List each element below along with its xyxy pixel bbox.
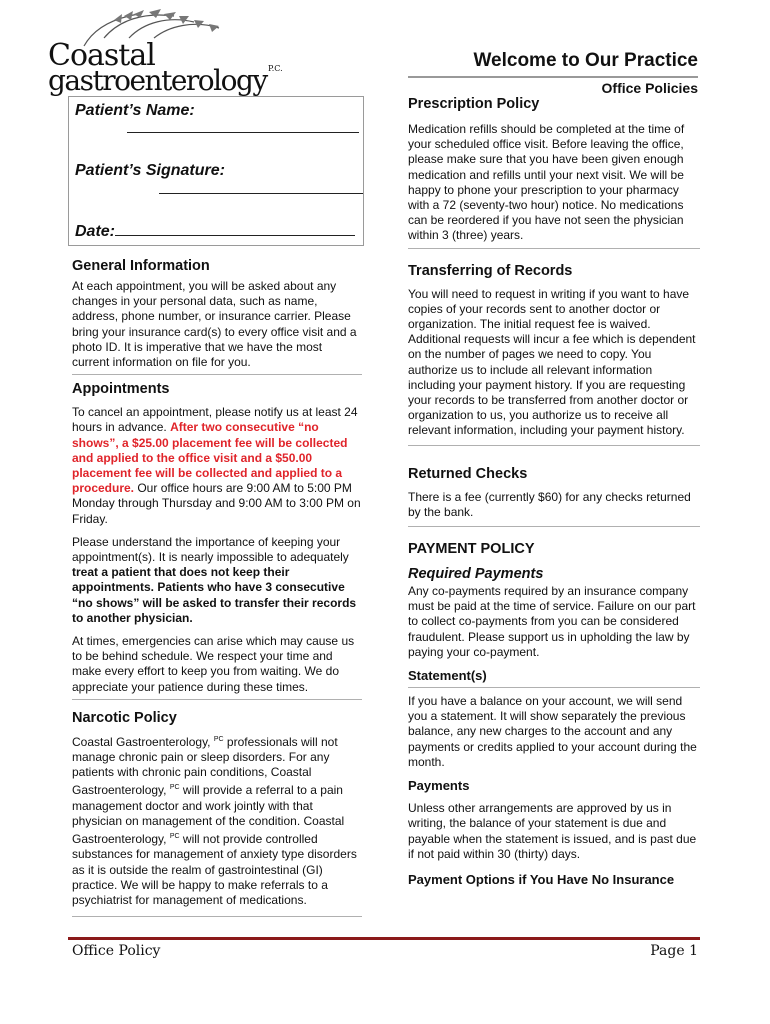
footer-page-number: Page 1: [650, 943, 698, 959]
divider: [72, 374, 362, 375]
statements-heading: Statement(s): [408, 668, 487, 684]
records-heading: Transferring of Records: [408, 262, 573, 279]
pc-superscript: PC: [169, 784, 180, 792]
appointments-text-start: To cancel an appointment, please notify us at least 24 hours in advance.: [72, 405, 358, 435]
narcotic-text-part: will not provide controlled substances for management of anxiety type disorders as it is outside the realm of gastrointestinal (GI) practice. We will be happy to make referrals to a psychiatrist for management of medications.: [72, 832, 357, 907]
appointments-importance-start: Please understand the importance of keeping your appointment(s). It is nearly impossible to adequately: [72, 534, 349, 565]
statements-text: If you have a balance on your account, we will send you a statement. It will show separately the previous balance, any new charges to the account and any payments or credits applied to your account during the month.: [408, 694, 697, 769]
divider: [408, 445, 700, 446]
narcotic-text-part: will provide a referral to a pain management doctor and work jointly with that physician on management of the condition. Coastal Gastroenterology,: [72, 783, 345, 847]
office-hours-text: Our office hours are 9:00 AM to 5:00 PM Monday through Thursday and 9:00 AM to 3:00 PM on Friday.: [72, 481, 361, 526]
general-info-heading: General Information: [72, 258, 210, 274]
divider: [72, 916, 362, 917]
appointments-transfer-warning: treat a patient that does not keep their appointments. Patients who have 3 consecutive “no shows” will be asked to transfer their records to another physician.: [72, 565, 357, 625]
no-show-fee-text: After two consecutive “no shows”, a $25.00 placement fee will be collected and applied to the office visit and a $50.00 placement fee will be collected and applied to a procedure.: [72, 420, 348, 496]
appointments-policy-text: [72, 405, 362, 527]
date-line[interactable]: [115, 221, 355, 236]
records-text: You will need to request in writing if you want to have copies of your records sent to another doctor or organization. The initial request fee is waived. Additional requests will incur a fee which is dependent on the number of pages we need to copy. You authorize us to include all relevant information including your payment history. If you are requesting your records to be transferred from another doctor or organization to us, you authorize us to receive all relevant information, including your payment history.: [408, 286, 696, 438]
pc-superscript: PC: [169, 833, 180, 841]
logo-pc: P.C.: [268, 64, 283, 73]
divider: [408, 526, 700, 527]
divider: [408, 248, 700, 249]
appointments-heading: Appointments: [72, 381, 170, 398]
appointments-importance-text: [72, 535, 362, 626]
footer-document-name: Office Policy: [72, 943, 161, 959]
divider: [72, 699, 362, 700]
pc-superscript: PC: [213, 735, 224, 743]
footer-divider: [68, 937, 700, 940]
page-title: Welcome to Our Practice: [473, 50, 698, 71]
patient-signature-field[interactable]: [75, 161, 363, 202]
right-column: [408, 96, 700, 887]
logo-text-line1: Coastal: [48, 38, 155, 73]
narcotic-policy-text: [72, 732, 362, 908]
narcotic-policy-heading: Narcotic Policy: [72, 709, 177, 726]
patient-name-field[interactable]: [75, 101, 359, 141]
prescription-policy-text: Medication refills should be completed at the time of your scheduled office visit. Before leaving the office, please make sure that you have been given enough medication and refills until your next visit. We will be happy to phone your prescription to your pharmacy with a 72 (seventy-two hour) notice. No medications can be reordered if you have not seen the physician within 3 (three) years.: [408, 122, 685, 243]
logo-text-line2: gastroenterology: [48, 64, 267, 97]
prescription-policy-heading: Prescription Policy: [408, 96, 540, 112]
payment-policy-heading: PAYMENT POLICY: [408, 541, 535, 558]
general-info-text: At each appointment, you will be asked about any changes in your personal data, such as name, address, phone number, or insurance carrier. Please bring your insurance card(s) to every office visit and a photo ID. It is imperative that we have the most current information on file for you.: [72, 279, 357, 370]
patient-name-line[interactable]: [127, 118, 359, 133]
required-payments-text: Any co-payments required by an insurance company must be paid at the time of service. Failure on our part to collect co-payments from you can be considered fraudulent. Please support us in upholding the law by paying your co-payment.: [408, 584, 696, 659]
returned-checks-text: There is a fee (currently $60) for any checks returned by the bank.: [408, 489, 691, 519]
signature-box: [68, 96, 364, 246]
page-subtitle: Office Policies: [601, 80, 698, 96]
date-field[interactable]: [75, 221, 355, 241]
narcotic-text-part: professionals will not manage chronic pain or sleep disorders. For any patients with chronic pain conditions, Coastal Gastroenterology,: [72, 734, 338, 798]
patient-signature-line[interactable]: [159, 179, 363, 194]
title-divider: [408, 76, 698, 78]
payments-heading: Payments: [408, 778, 470, 794]
narcotic-text-part: Coastal Gastroenterology,: [72, 734, 214, 749]
patient-signature-label: Patient’s Signature:: [75, 162, 225, 179]
returned-checks-heading: Returned Checks: [408, 465, 528, 482]
emergencies-text: At times, emergencies can arise which may cause us to be behind schedule. We respect your time and make every effort to keep you from waiting. We do appreciate your patience during these times.: [72, 634, 355, 694]
practice-logo: [44, 8, 294, 100]
date-label: Date:: [75, 223, 116, 240]
patient-name-label: Patient’s Name:: [75, 102, 195, 119]
required-payments-heading: Required Payments: [408, 566, 544, 583]
left-column: [72, 258, 362, 917]
payment-options-heading: Payment Options if You Have No Insurance: [408, 871, 675, 887]
payments-text: Unless other arrangements are approved by us in writing, the balance of your statement is due and payable when the statement is issued, and is past due if not paid within 30 (thirty) days.: [408, 801, 697, 861]
divider: [408, 687, 700, 688]
